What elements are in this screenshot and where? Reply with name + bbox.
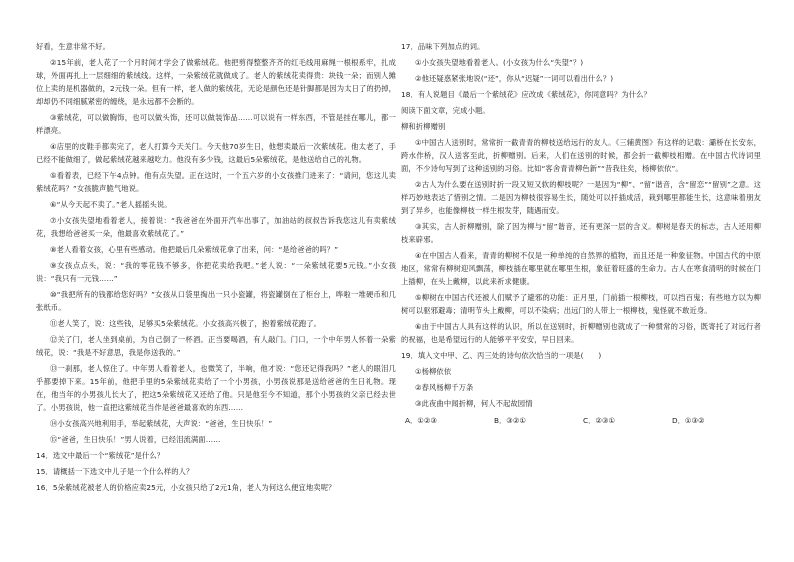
answer-option[interactable]: D．①③② xyxy=(672,416,705,425)
right-paragraph: ①中国古人送别时，常常折一截青青的柳枝送给远行的友人。《三辅黄图》有这样的记载：灞桥在长安东，跨水作桥，汉人送客至此，折柳赠别。后来，人们在送别的时候，都会折一截柳枝相赠。在中国古代诗词里面，不少诗句写到了这种送别的习俗。比如“客舍青青柳色新”“昔我往矣，杨柳依依”。 xyxy=(401,138,761,173)
right-paragraph: ②古人为什么要在送别时折一段又短又软的柳枝呢？一是因为“柳”、“留”谐音，含“留恋”“留别”之意。这样巧妙地表达了惜别之情。二是因为柳枝很容易生长，随处可以扦插成活，栽到哪里都能生长，这意味着朋友到了异乡，也能像柳枝一样生根发芽，随遇而安。 xyxy=(401,180,761,215)
left-paragraph: ⑬一刹那，老人惊住了。中年男人看着老人，也微笑了，半响，他才说：“您还记得我吗？”老人的眼泪几乎都要掉下来。15年前，他把手里的5朵紫绒花卖给了一个小男孩，小男孩说那是送给爸爸的生日礼物。现在，他当年的小男孩儿长大了，把这5朵紫绒花又还给了他。只是他至今不知道，那个小男孩的父亲已经去世了。小男孩说，他一直把这紫绒花当作是爸爸最喜欢的东西…… xyxy=(36,364,396,412)
left-paragraph: ⑩“我把所有的钱都给您好吗？”女孩从口袋里掏出一只小瓷罐，将瓷罐倒在了柜台上，哗啦一堆硬币和几张纸币。 xyxy=(36,290,396,312)
right-paragraph: 阅读下面文章，完成小题。 xyxy=(401,106,490,115)
right-paragraph: ②他还疑惑紧张地说(“还”，你从“迟疑”一词可以看出什么？) xyxy=(415,74,614,83)
left-paragraph: 好看，生意非常不好。 xyxy=(36,42,110,51)
left-paragraph: ②15年前，老人花了一个月时间才学会了做紫绒花。他把剪得整整齐齐的红毛线用麻绳一根根系牢，扎成球，外面再扎上一层细细的紫绒线。这样，一朵紫绒花就做成了。老人的紫绒花卖得贵：块钱一朵；而别人摊位上卖的是机器做的，2元钱一朵。但有一样，老人做的紫绒花，无论是颜色还是针脚都是因为太日了的扔掉，却却仍不同细腻紧密的缠绕，是永远都不会断的。 xyxy=(36,58,396,106)
left-paragraph: 15．请概括一下选文中儿子是一个什么样的人？ xyxy=(36,467,194,476)
left-paragraph: ⑭小女孩高兴地利用手，举起紫绒花，大声说：“爸爸，生日快乐！” xyxy=(50,419,273,428)
right-paragraph: ③此夜曲中闻折柳，何人不起故园情 xyxy=(415,399,533,408)
answer-option[interactable]: A．①②③ xyxy=(405,416,437,425)
right-column xyxy=(401,40,761,427)
left-paragraph: ⑤看着表，已经下午4点钟。他有点失望。正在这时，一个五六岁的小女孩推门进来了：“请问，您这儿卖紫绒花吗？”女孩脆声脆气地说。 xyxy=(36,171,396,193)
right-paragraph: ⑤柳树在中国古代还被人们赋予了避邪的功能：正月里，门前插一根柳枝，可以挡百鬼；有些地方以为柳树可以驱邪避毒；清明节头上戴柳，可以不染病；出远门的人带上一根柳枝，鬼怪就不敢近身。 xyxy=(401,293,761,315)
left-paragraph: ⑫关了门，老人坐到桌前，为自己倒了一杯酒。正当要喝酒，有人敲门。门口，一个中年男人怀着一朵紫绒花，说：“我是不好意思，我是你送我的。” xyxy=(36,335,396,357)
left-paragraph: ③紫绒花，可以做胸饰，也可以做头饰，还可以做装饰品……可以说有一样东西，不管是挂在哪儿，都一样漂亮。 xyxy=(36,113,396,135)
right-paragraph: 17．品味下列加点的词。 xyxy=(401,42,485,51)
left-paragraph: ⑧老人看着女孩，心里有些感动。他把最后几朵紫绒花拿了出来，问：“是给爸爸的吗？” xyxy=(50,245,339,254)
left-column xyxy=(36,40,396,497)
answer-option[interactable]: C．②③① xyxy=(583,416,616,425)
right-paragraph: 19．填入文中甲、乙、丙三处的诗句依次恰当的一项是( ) xyxy=(401,351,602,360)
right-paragraph: ①杨柳依依 xyxy=(415,367,452,376)
left-paragraph: 14．选文中最后一个“紫绒花”是什么？ xyxy=(36,451,165,460)
left-paragraph: ⑮“爸爸，生日快乐！”男人说着，已经泪流满面…… xyxy=(50,435,221,444)
left-paragraph: ⑥“从今天起不卖了。”老人摇摇头说。 xyxy=(50,200,172,209)
right-paragraph: 柳和折柳赠别 xyxy=(401,122,446,131)
left-paragraph: ⑨女孩点点头，说：“我的零花钱不够多，你把花卖给我吧。”老人说：“一朵紫绒花要5元钱。”小女孩说：“我只有一元钱……” xyxy=(36,261,396,283)
left-paragraph: ⑦小女孩失望地看着老人，接着说：“我爸爸在外面开汽车出事了，加油站的叔叔告诉我您这儿有卖紫绒花，我想给爸爸买一朵，他最喜欢紫绒花了。” xyxy=(36,216,396,238)
answer-option[interactable]: B．③②① xyxy=(494,416,526,425)
answer-options xyxy=(401,414,761,427)
left-paragraph: ⑪老人笑了，说：这些钱，足够买5朵紫绒花。小女孩高兴极了，抱着紫绒花跑了。 xyxy=(50,319,322,328)
right-paragraph: 18．有人说题目《最后一个紫绒花》应改成《紫绒花》，你同意吗？为什么？ xyxy=(401,90,651,99)
right-paragraph: ②春风杨柳千万条 xyxy=(415,383,474,392)
left-paragraph: ④店里的皮鞋手都卖完了，老人打算今天关门。今天他70岁生日，他想卖最后一次紫绒花。他太老了，手已经不能做细了，做起紫绒花越来越吃力。他没有多少钱，这最后5朵紫绒花，是他送给自己的礼物。 xyxy=(36,142,396,164)
right-paragraph: ①小女孩失望地看着老人。(小女孩为什么“失望”？) xyxy=(415,58,584,67)
right-paragraph: ⑥由于中国古人具有这样的认识，所以在送别时，折柳赠别也就成了一种惯常的习俗，既寄托了对远行者的祝福，也是希望远行的人能够平平安安，早日回来。 xyxy=(401,322,761,344)
left-paragraph: 16．5朵紫绒花被老人的价格应卖25元，小女孩只给了2元1角，老人为何这么便宜地卖呢？ xyxy=(36,483,336,492)
right-paragraph: ③其实，古人折柳赠别，除了因为柳与“留”谐音，还有更深一层的含义。柳树是春天的标志，古人还用柳枝来辟邪。 xyxy=(401,222,761,244)
right-paragraph: ④在中国古人看来，青青的柳树不仅是一种单纯的自然界的植物，而且还是一种象征物。中国古代的中原地区，常常有柳树迎风飘荡，柳枝插在哪里就在哪里生根，象征着旺盛的生命力。古人在寒食清明的时候在门上插柳，在头上戴柳，以此来祈求健康。 xyxy=(401,251,761,286)
